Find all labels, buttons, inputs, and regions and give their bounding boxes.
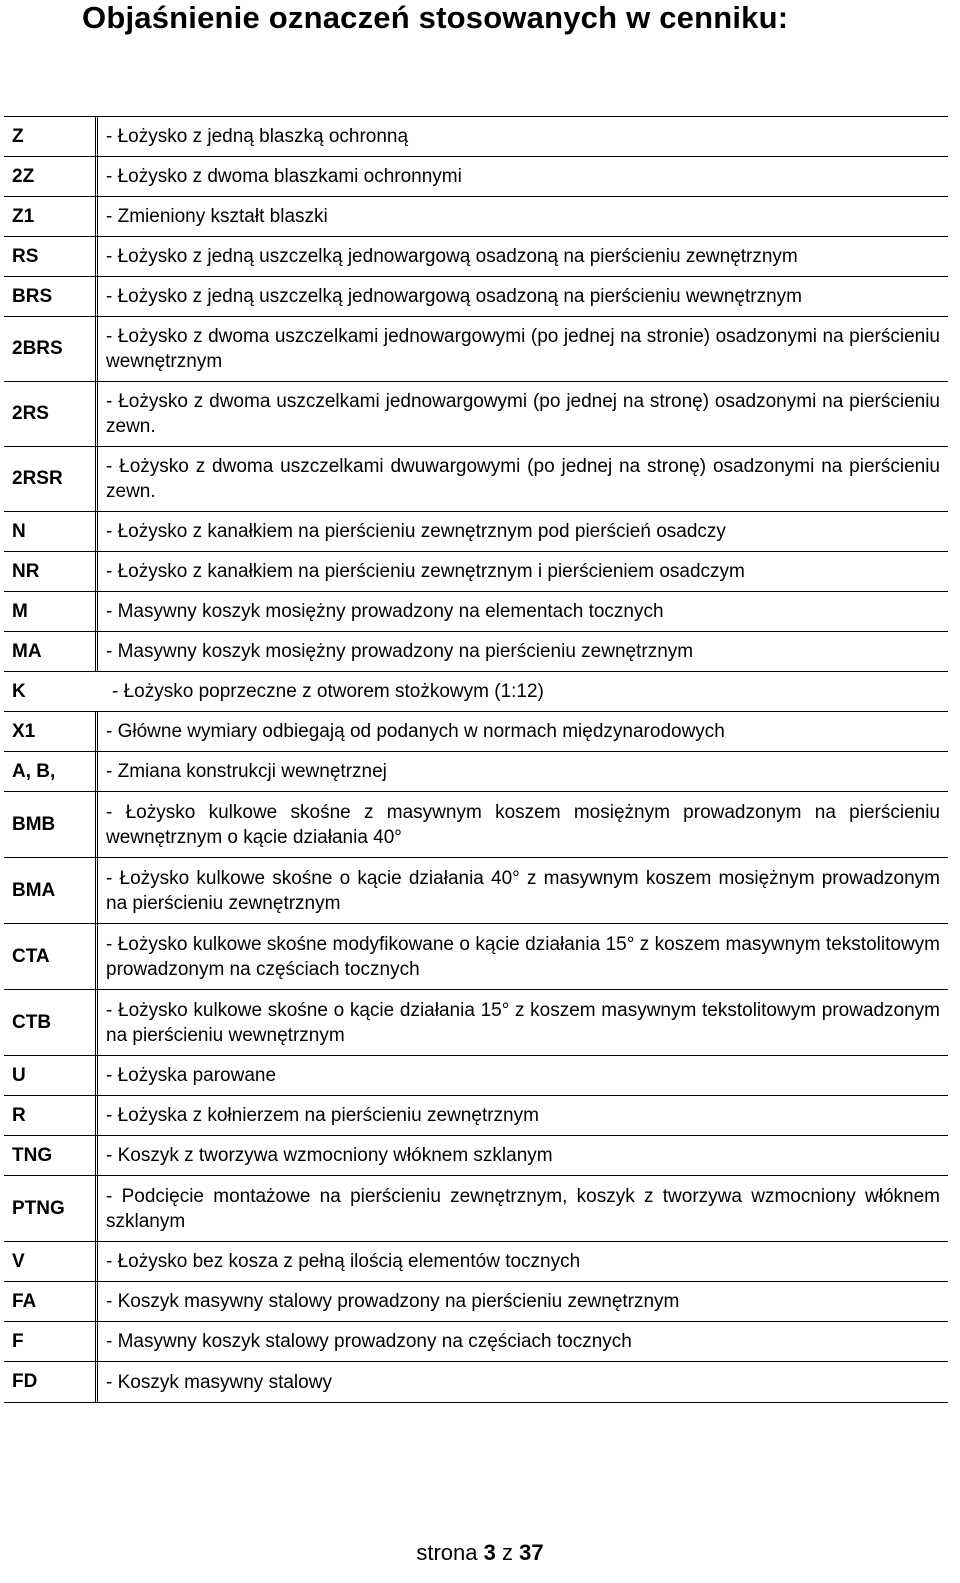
legend-row [4,317,948,382]
legend-code: 2Z [4,157,98,196]
legend-description: - Łożysko z jedną uszczelką jednowargową osadzoną na pierścieniu wewnętrznym [106,286,802,307]
legend-code: CTA [4,924,98,989]
legend-code: BMA [4,858,98,923]
legend-code: MA [4,632,98,671]
legend-row [4,752,948,792]
footer-separator: z [502,1540,514,1565]
legend-description: - Łożysko z dwoma uszczelkami jednowargowymi (po jednej na stronie) osadzonymi na pierścieniu wewnętrznym [106,326,940,372]
legend-code: V [4,1242,98,1281]
legend-row [4,672,948,712]
legend-description: - Łożysko z dwoma uszczelkami dwuwargowymi (po jednej na stronę) osadzonymi na pierścieniu zewn. [106,456,940,502]
legend-description: - Łożysko z kanałkiem na pierścieniu zewnętrznym i pierścieniem osadczym [106,561,745,582]
footer-current-page: 3 [483,1540,496,1565]
legend-code: Z1 [4,197,98,236]
legend-code: N [4,512,98,551]
legend-code: K [12,680,26,702]
legend-row [4,858,948,924]
legend-code: U [4,1056,98,1095]
legend-description: - Łożyska z kołnierzem na pierścieniu zewnętrznym [106,1105,539,1126]
legend-description: - Łożysko bez kosza z pełną ilością elementów tocznych [106,1251,581,1272]
legend-row [4,924,948,990]
legend-description: - Łożysko kulkowe skośne modyfikowane o kącie działania 15° z koszem masywnym tekstolitowym prowadzonym na częściach tocznych [106,933,940,980]
legend-row [4,1362,948,1402]
legend-description: - Łożysko kulkowe skośne o kącie działania 40° z masywnym koszem mosiężnym prowadzonym na pierścieniu zewnętrznym [106,867,940,914]
legend-code: F [4,1322,98,1361]
legend-description: - Łożysko kulkowe skośne o kącie działania 15° z koszem masywnym tekstolitowym prowadzonym na pierścieniu wewnętrznym [106,999,940,1046]
legend-description: - Łożysko z dwoma blaszkami ochronnymi [106,166,462,187]
legend-code: BRS [4,277,98,316]
legend-description: - Łożysko z dwoma uszczelkami jednowargowymi (po jednej na stronę) osadzonymi na pierścieniu zewn. [106,391,940,437]
legend-code: 2RS [4,382,98,446]
legend-code: PTNG [4,1176,98,1241]
legend-code: A, B, [4,752,98,791]
legend-row [4,792,948,858]
legend-description: - Główne wymiary odbiegają od podanych w normach międzynarodowych [106,721,725,742]
legend-row [4,1056,948,1096]
legend-description: - Łożysko z jedną uszczelką jednowargową osadzoną na pierścieniu zewnętrznym [106,246,798,267]
legend-code: FD [4,1362,98,1402]
legend-row [4,382,948,447]
legend-row [4,1176,948,1242]
legend-row [4,277,948,317]
legend-code: TNG [4,1136,98,1175]
legend-description: - Masywny koszyk mosiężny prowadzony na elementach tocznych [106,601,664,622]
legend-code: M [4,592,98,631]
legend-table [4,116,948,1403]
legend-row [4,632,948,672]
legend-row [4,1242,948,1282]
legend-row [4,1136,948,1176]
legend-row [4,197,948,237]
legend-row [4,447,948,512]
legend-row [4,512,948,552]
legend-code: FA [4,1282,98,1321]
legend-description: - Łożysko kulkowe skośne z masywnym koszem mosiężnym prowadzonym na pierścieniu wewnętrznym o kącie działania 40° [106,801,940,848]
legend-description: - Koszyk masywny stalowy prowadzony na pierścieniu zewnętrznym [106,1291,680,1312]
legend-row [4,712,948,752]
legend-row [4,990,948,1056]
legend-description: - Łożysko z kanałkiem na pierścieniu zewnętrznym pod pierścień osadczy [106,521,726,542]
legend-description: - Łożyska parowane [106,1065,277,1086]
page-footer [0,1540,960,1566]
page-title: Objaśnienie oznaczeń stosowanych w cenniku: [82,0,789,35]
legend-code: 2RSR [4,447,98,511]
legend-row [4,1282,948,1322]
legend-description: - Masywny koszyk stalowy prowadzony na częściach tocznych [106,1331,632,1352]
legend-code: Z [4,117,98,156]
legend-description: - Masywny koszyk mosiężny prowadzony na pierścieniu zewnętrznym [106,641,694,662]
legend-row [4,552,948,592]
legend-code: NR [4,552,98,591]
legend-row [4,157,948,197]
legend-row [4,1096,948,1136]
legend-description: - Łożysko poprzeczne z otworem stożkowym (1:12) [112,681,544,702]
legend-code: R [4,1096,98,1135]
legend-row [4,592,948,632]
legend-code: CTB [4,990,98,1055]
legend-row [4,1322,948,1362]
legend-code: X1 [4,712,98,751]
legend-description: - Koszyk masywny stalowy [106,1371,332,1393]
legend-code: 2BRS [4,317,98,381]
legend-description: - Zmieniony kształt blaszki [106,206,328,227]
legend-row [4,237,948,277]
legend-code: RS [4,237,98,276]
legend-row [4,117,948,157]
legend-description: - Zmiana konstrukcji wewnętrznej [106,761,387,782]
legend-description: - Koszyk z tworzywa wzmocniony włóknem szklanym [106,1145,553,1166]
footer-prefix: strona [416,1540,478,1565]
footer-total-pages: 37 [519,1540,544,1565]
legend-description: - Łożysko z jedną blaszką ochronną [106,126,409,147]
legend-code: BMB [4,792,98,857]
legend-description: - Podcięcie montażowe na pierścieniu zewnętrznym, koszyk z tworzywa wzmocniony włóknem szklanym [106,1185,940,1232]
